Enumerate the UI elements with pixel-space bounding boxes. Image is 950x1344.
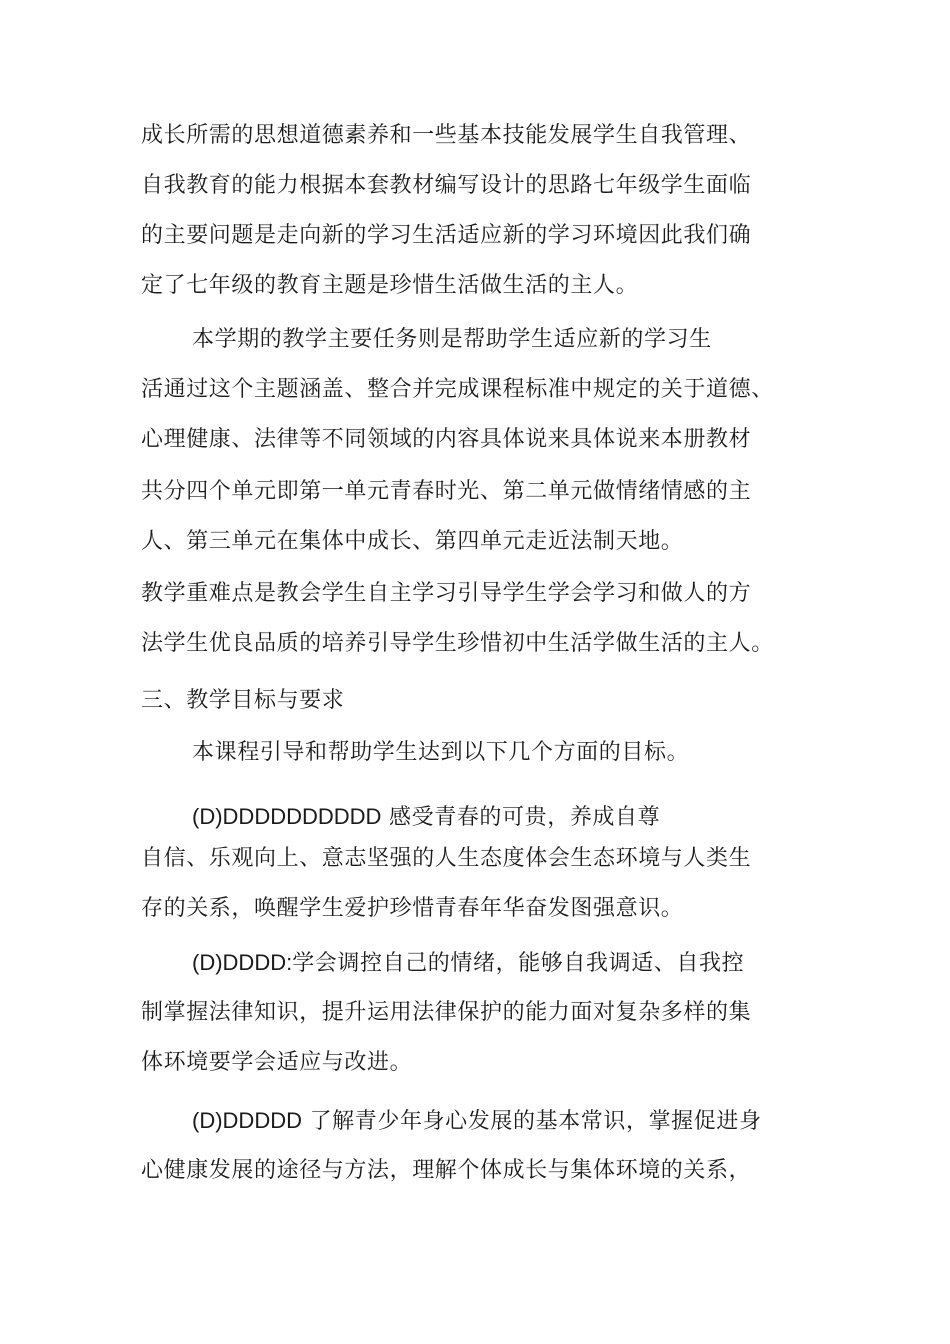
paragraph-first-line: 本学期的教学主要任务则是帮助学生适应新的学习生 (192, 327, 712, 352)
text-line: 定了七年级的教育主题是珍惜生活做生活的主人。 (141, 273, 639, 298)
text-line: 活通过这个主题涵盖、整合并完成课程标准中规定的关于道德、 (141, 377, 774, 402)
goal-text: 了解青少年身心发展的基本常识，掌握促进身 (309, 1109, 762, 1134)
goal-marker: (D)DDDDD (192, 1108, 302, 1133)
text-line: 共分四个单元即第一单元青春时光、第二单元做情绪情感的主 (141, 479, 752, 504)
goal-text: 感受青春的可贵，养成自尊 (389, 805, 661, 830)
text-line: 自我教育的能力根据本套教材编写设计的思路七年级学生面临 (141, 173, 752, 198)
text-line: 心理健康、法律等不同领域的内容具体说来具体说来本册教材 (141, 427, 752, 452)
text-line: 存的关系，唤醒学生爱护珍惜青春年华奋发图强意识。 (141, 896, 684, 921)
text-line: 人、第三单元在集体中成长、第四单元走近法制天地。 (141, 529, 684, 554)
text-line: 心健康发展的途径与方法，理解个体成长与集体环境的关系， (141, 1158, 752, 1183)
section-heading: 三、教学目标与要求 (141, 688, 345, 713)
goal-marker: (D)DDDDDDDDDD (192, 804, 382, 829)
text-line: 自信、乐观向上、意志坚强的人生态度体会生态环境与人类生 (141, 846, 752, 871)
text-line: 教学重难点是教会学生自主学习引导学生学会学习和做人的方 (141, 581, 752, 606)
text-line: 法学生优良品质的培养引导学生珍惜初中生活学做生活的主人。 (141, 631, 774, 656)
paragraph-first-line: 本课程引导和帮助学生达到以下几个方面的目标。 (192, 740, 690, 765)
text-line: 体环境要学会适应与改进。 (141, 1050, 413, 1075)
goal-text: 学会调控自己的情绪，能够自我调适、自我控 (292, 951, 745, 976)
text-line: 的主要问题是走向新的学习生活适应新的学习环境因此我们确 (141, 223, 752, 248)
goal-marker: (D)DDDD: (192, 950, 293, 975)
goal-first-line (192, 948, 744, 979)
goal-first-line (192, 802, 660, 833)
text-line: 成长所需的思想道德素养和一些基本技能发展学生自我管理、 (141, 123, 752, 148)
text-line: 制掌握法律知识，提升运用法律保护的能力面对复杂多样的集 (141, 1000, 752, 1025)
goal-first-line (192, 1106, 762, 1137)
